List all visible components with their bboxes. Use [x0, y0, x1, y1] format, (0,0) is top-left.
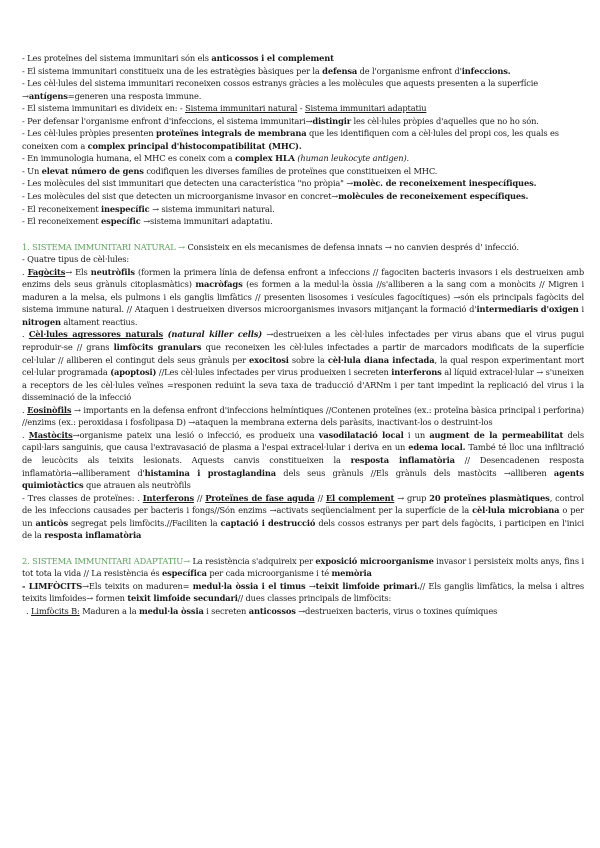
document-page	[22, 52, 584, 618]
intro-line-adaptive: - El reconeixement específic →sistema immunitari adaptatiu.	[22, 216, 273, 227]
b-lymphocytes-line: . Limfòcits B: Maduren a la medul·la òssia i secreten anticossos →destrueixen bacteris, virus o toxines químiques	[26, 605, 498, 616]
section-adaptive-title: 2. SISTEMA IMMUNITARI ADAPTATIU→	[22, 555, 190, 566]
phagocytes-paragraph: . Fagòcits→ Els neutròfils (formen la primera línia de defensa enfront a infeccions // fagociten bacteris invasors i els destrueixen amb enzims dels seus grànuls citoplasmàtics) macròfags (es formen a la medul·la òssia //s'alliberen a la sang com a monòcits // Migren i maduren a la melsa, els pulmons i els ganglis limfàtics // presenten lisosomes i vesícules fagocítiques) →són els principals fagòcits del sistema immune natural. // Ataquen i destrueixen diversos microorganismes invasors mitjançant la formació d'intermediaris d'oxigen i nitrogen altament reactius.	[22, 266, 584, 327]
mastocytes-paragraph: . Mastòcits→organisme pateix una lesió o infecció, es produeix una vasodilatació local i un augment de la permeabilitat dels capil·lars sanguinis, que causa l'extravasació de plasma a l'espai extracel·lular i deriva en un edema local. També té lloc una infiltració de leucòcits als teixits lesionats. Aquests canvis constitueixen la resposta inflamatòria // Desencadenen resposta inflamatòria→alliberament d'histamina i prostaglandina dels seus grànuls //Els grànuls dels mastòcits →alliberen agents quimiotàctics que atrauen als neutròfils	[22, 429, 585, 491]
intro-line-nonspecific: - Les molècules del sist immunitari que detecten una característica "no pròpia" →molèc. de reconeixement inespecífiques.	[22, 178, 537, 189]
intro-line-antigens: →antígens=generen una resposta immune.	[22, 90, 202, 101]
intro-line-hla: - En immunologia humana, el MHC es coneix com a complex HLA (human leukocyte antigen).	[22, 153, 410, 164]
intro-line-division: - El sistema immunitari es divideix en: - Sistema immunitari natural - Sistema immunitari adaptatiu	[22, 103, 427, 114]
intro-line-mhc: coneixen com a complex principal d'histocompatibilitat (MHC).	[22, 140, 302, 151]
intro-line-membrane: - Les cèl·lules pròpies presenten proteïnes integrals de membrana que les identifiquen com a cèl·lules del propi cos, les quals es	[22, 128, 559, 139]
lymphocytes-paragraph: - LIMFÒCITS→Els teixits on maduren= medul·la òssia i el timus →teixit limfoide primari.// Els ganglis limfàtics, la melsa i altres teixits limfoides→ formen teixit limfoide secundari// dues classes principals de limfòcits:	[22, 580, 584, 604]
intro-line-proteins: - Les proteïnes del sistema immunitari són els anticossos i el complement	[22, 53, 334, 63]
nk-cells-paragraph: . Cèl·lules agressores naturals (natural killer cells) →destrueixen a les cèl·lules infectades per virus abans que el virus pugui reproduir-se // grans limfòcits granulars que reconeixen les cèl·lules infectades a partir de marcadors modificats de la superfície cel·lular // alliberen el contingut dels seus grànuls per exocitosi sobre la cèl·lula diana infectada, la qual respon experimentant mort cel·lular programada (apoptosi) //Les cèl·lules infectades per virus produeixen i secreten interferons al líquid extracel·lular → s'uneixen a receptors de les cèl·lules veïnes =responen reduint la seva taxa de traducció d'ARNm i per tant impedint la replicació del virus i la disseminació de la infecció	[22, 329, 585, 403]
intro-line-distinguish: - Per defensar l'organisme enfront d'infeccions, el sistema immunitari→distingir les cèl·lules pròpies d'aquelles que no ho són.	[22, 115, 539, 126]
proteins-paragraph: - Tres classes de proteïnes: . Interferons // Proteïnes de fase aguda // El complement → grup 20 proteïnes plasmàtiques, control de les infeccions causades per bacteris i fongs//Són enzims →activats seqüencialment per la superfície de la cèl·lula microbiana o per un anticòs segregat pels limfòcits.//Faciliten la captació i destrucció dels cossos estranys per part dels fagòcits, i participen en l'inici de la resposta inflamatòria	[22, 492, 585, 541]
eosinophils-paragraph: . Eosinòfils → importants en la defensa enfront d'infeccions helmíntiques //Contenen proteïnes (ex.: proteïna bàsica principal i perforina) //enzims (ex.: peroxidasa i fosfolipasa D) →ataquen la membrana externa dels paràsits, inactivant-los o destruint-los	[22, 404, 584, 428]
section-natural-heading: 1. SISTEMA IMMUNITARI NATURAL → Consisteix en els mecanismes de defensa innats → no canvien després d' infecció.	[22, 241, 519, 252]
intro-line-defense: - El sistema immunitari constitueix una de les estratègies bàsiques per la defensa de l'organisme enfront d'infeccions.	[22, 65, 511, 76]
intro-line-natural: - El reconeixement inespecífic → sistema immunitari natural.	[22, 203, 275, 214]
cell-types-intro: - Quatre tipus de cèl·lules:	[22, 254, 130, 265]
intro-line-recognition: - Les cèl·lules del sistema immunitari reconeixen cossos estranys gràcies a les molècules que aquests presenten a la superfície	[22, 78, 538, 89]
intro-line-specific: - Les molècules del sist que detecten un microorganisme invasor en concret→molècules de reconeixement específiques.	[22, 191, 529, 202]
intro-line-genes: - Un elevat número de gens codifiquen les diverses famílies de proteïnes que constitueixen el MHC.	[22, 165, 438, 176]
section-natural-title: 1. SISTEMA IMMUNITARI NATURAL →	[22, 241, 185, 252]
section-adaptive-paragraph: 2. SISTEMA IMMUNITARI ADAPTATIU→ La resistència s'adquireix per exposició microorganisme invasor i persisteix molts anys, fins i tot tota la vida // La resistència és específica per cada microorganisme i té memòria	[22, 555, 585, 579]
